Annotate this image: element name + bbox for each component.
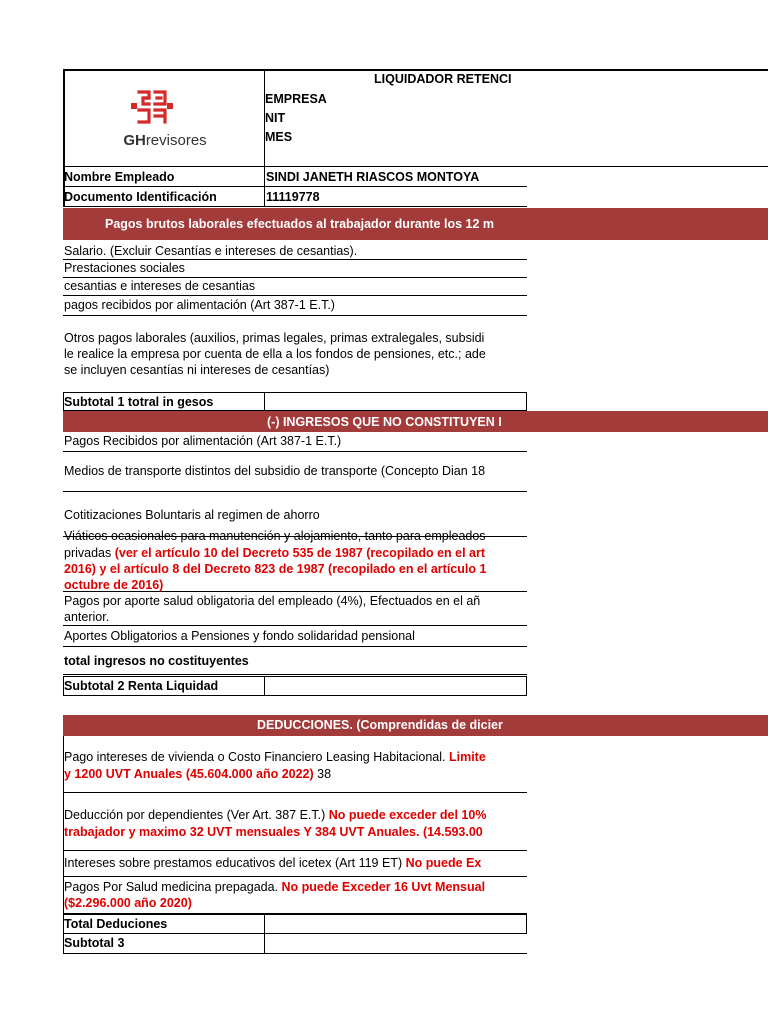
viaticos-line3: octubre de 2016) [64, 578, 164, 592]
section3-band-title: DEDUCCIONES. (Comprendidas de dicier [257, 718, 503, 732]
vivienda-line2 [64, 767, 331, 782]
viaticos-line0: Viáticos ocasionales para manutención y alojamiento, tanto para empleados [64, 529, 486, 543]
vivienda-line1 [64, 750, 486, 765]
medicina-line2: ($2.296.000 año 2020) [64, 896, 192, 910]
dependientes-plain: Deducción por dependientes (Ver Art. 387 E.T.) [64, 808, 329, 822]
icetex-plain: Intereses sobre prestamos educativos del icetex (Art 119 ET) [64, 856, 406, 870]
employee-id-value: 11119778 [266, 190, 320, 204]
dependientes-line2: trabajador y maximo 32 UVT mensuales Y 384 UVT Anuales. (14.593.00 [64, 825, 483, 839]
vivienda-limit: Limite [448, 750, 486, 764]
vivienda-plain: Pago intereses de vivienda o Costo Financiero Leasing Habitacional. [64, 750, 449, 764]
subtotal3-row [63, 934, 527, 954]
logo-text-gh: GH [123, 132, 146, 149]
viaticos-line1-plain: privadas [64, 546, 115, 560]
salario-label: Salario. (Excluir Cesantías e intereses de cesantias). [64, 244, 358, 258]
icetex-line [64, 856, 481, 871]
otros-pagos-line1: Otros pagos laborales (auxilios, primas legales, primas extralegales, subsidi [64, 331, 485, 345]
mes-label: MES [265, 130, 293, 144]
logo-wordmark [100, 132, 230, 149]
alimentacion-label: pagos recibidos por alimentación (Art 387-1 E.T.) [64, 298, 335, 312]
otros-pagos-line3: se incluyen cesantías ni intereses de cesantías) [64, 363, 330, 377]
medicina-line1 [64, 880, 485, 895]
logo-text-revisores: revisores [145, 132, 207, 149]
section3-band [63, 715, 768, 736]
viaticos-line1 [64, 546, 485, 561]
empresa-label: EMPRESA [265, 92, 327, 106]
employee-name-label: Nombre Empleado [64, 170, 175, 184]
subtotal2-label: Subtotal 2 Renta Liquidad [64, 679, 219, 693]
pagos-alimentacion-label: Pagos Recibidos por alimentación (Art 387-1 E.T.) [64, 434, 342, 448]
list-item [63, 529, 527, 592]
medicina-limit: No puede Exceder 16 Uvt Mensual [281, 880, 486, 894]
salud-line2: anterior. [64, 610, 110, 624]
nit-label: NIT [265, 111, 286, 125]
cesantias-label: cesantias e intereses de cesantias [64, 279, 256, 293]
employee-id-label: Documento Identificación [64, 190, 217, 204]
medios-transporte-label: Medios de transporte distintos del subsidio de transporte (Concepto Dian 18 [64, 464, 486, 478]
employee-name-value: SINDI JANETH RIASCOS MONTOYA [266, 170, 480, 184]
subtotal1-label: Subtotal 1 totral in gesos [64, 395, 214, 409]
subtotal3-label: Subtotal 3 [64, 936, 125, 950]
dependientes-limit: No puede exceder del 10% [328, 808, 487, 822]
otros-pagos-line2: le realice la empresa por cuenta de ella a los fondos de pensiones, etc.; ade [64, 347, 486, 361]
section1-band-title: Pagos brutos laborales efectuados al trabajador durante los 12 m [105, 217, 495, 231]
total-deducciones-label: Total Deduciones [64, 917, 168, 931]
logo-mark-icon [100, 86, 230, 134]
section1-band [63, 208, 768, 240]
page-title: LIQUIDADOR RETENCI [374, 72, 512, 86]
dependientes-line1 [64, 808, 486, 823]
medicina-plain: Pagos Por Salud medicina prepagada. [64, 880, 282, 894]
prestaciones-label: Prestaciones sociales [64, 261, 185, 275]
cotizaciones-label: Cotitizaciones Boluntaris al regimen de ahorro [64, 508, 320, 522]
icetex-limit: No puede Ex [405, 856, 482, 870]
vivienda-tail: 38 [313, 767, 332, 781]
total-ingresos-label: total ingresos no costituyentes [64, 654, 249, 668]
viaticos-line2: 2016) y el artículo 8 del Decreto 823 de 1987 (recopilado en el artículo 1 [64, 562, 487, 576]
section2-band [63, 411, 768, 432]
aportes-label: Aportes Obligatorios a Pensiones y fondo solidaridad pensional [64, 629, 415, 643]
ghrevisores-logo [100, 86, 230, 156]
section2-band-title: (-) INGRESOS QUE NO CONSTITUYEN I [267, 415, 502, 429]
vivienda-uvt: y 1200 UVT Anuales (45.604.000 año 2022) [64, 767, 314, 781]
salud-line1: Pagos por aporte salud obligatoria del empleado (4%), Efectuados en el añ [64, 594, 481, 608]
viaticos-line1-red: (ver el artículo 10 del Decreto 535 de 1987 (recopilado en el art [114, 546, 486, 560]
